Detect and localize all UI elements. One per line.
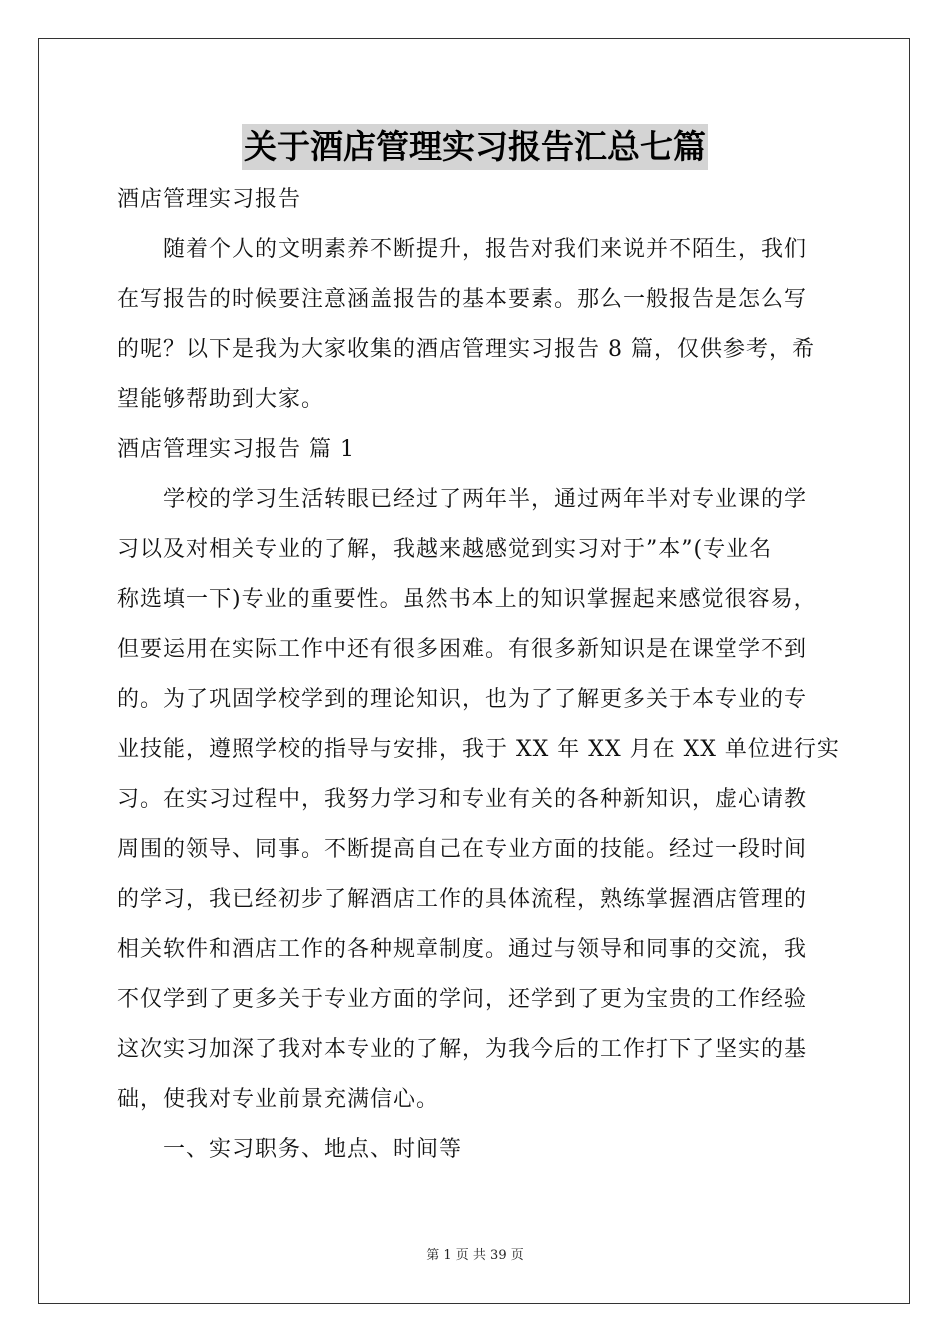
text-line: 学校的学习生活转眼已经过了两年半，通过两年半对专业课的学 [163, 487, 808, 512]
text-line: 酒店管理实习报告 [117, 187, 302, 212]
document-body [117, 175, 840, 1175]
text-line: 随着个人的文明素养不断提升，报告对我们来说并不陌生，我们 [163, 237, 808, 262]
text-line: 不仅学到了更多关于专业方面的学问，还学到了更为宝贵的工作经验 [117, 987, 808, 1012]
page-footer: 第 1 页 共 39 页 [426, 1248, 524, 1263]
text-line: 在写报告的时候要注意涵盖报告的基本要素。那么一般报告是怎么写 [117, 287, 808, 312]
text-line: 的呢？以下是我为大家收集的酒店管理实习报告 8 篇，仅供参考，希 [117, 337, 815, 362]
text-line: 称选填一下)专业的重要性。虽然书本上的知识掌握起来感觉很容易， [117, 587, 817, 612]
text-line: 周围的领导、同事。不断提高自己在专业方面的技能。经过一段时间 [117, 837, 808, 862]
text-line: 的学习，我已经初步了解酒店工作的具体流程，熟练掌握酒店管理的 [117, 887, 808, 912]
text-line: 望能够帮助到大家。 [117, 387, 325, 412]
text-line: 的。为了巩固学校学到的理论知识，也为了了解更多关于本专业的专 [117, 687, 808, 712]
text-line: 这次实习加深了我对本专业的了解，为我今后的工作打下了坚实的基 [117, 1037, 808, 1062]
text-line: 相关软件和酒店工作的各种规章制度。通过与领导和同事的交流，我 [117, 937, 808, 962]
text-line: 习以及对相关专业的了解，我越来越感觉到实习对于”本”(专业名 [117, 537, 773, 562]
title-container [0, 124, 950, 170]
text-line: 础，使我对专业前景充满信心。 [117, 1087, 440, 1112]
text-line: 习。在实习过程中，我努力学习和专业有关的各种新知识，虚心请教 [117, 787, 808, 812]
text-line: 但要运用在实际工作中还有很多困难。有很多新知识是在课堂学不到 [117, 637, 808, 662]
text-line: 酒店管理实习报告 篇 1 [117, 437, 355, 462]
text-line: 一、实习职务、地点、时间等 [163, 1137, 463, 1162]
document-title: 关于酒店管理实习报告汇总七篇 [242, 124, 708, 170]
text-line: 业技能，遵照学校的指导与安排，我于 XX 年 XX 月在 XX 单位进行实 [117, 737, 840, 762]
